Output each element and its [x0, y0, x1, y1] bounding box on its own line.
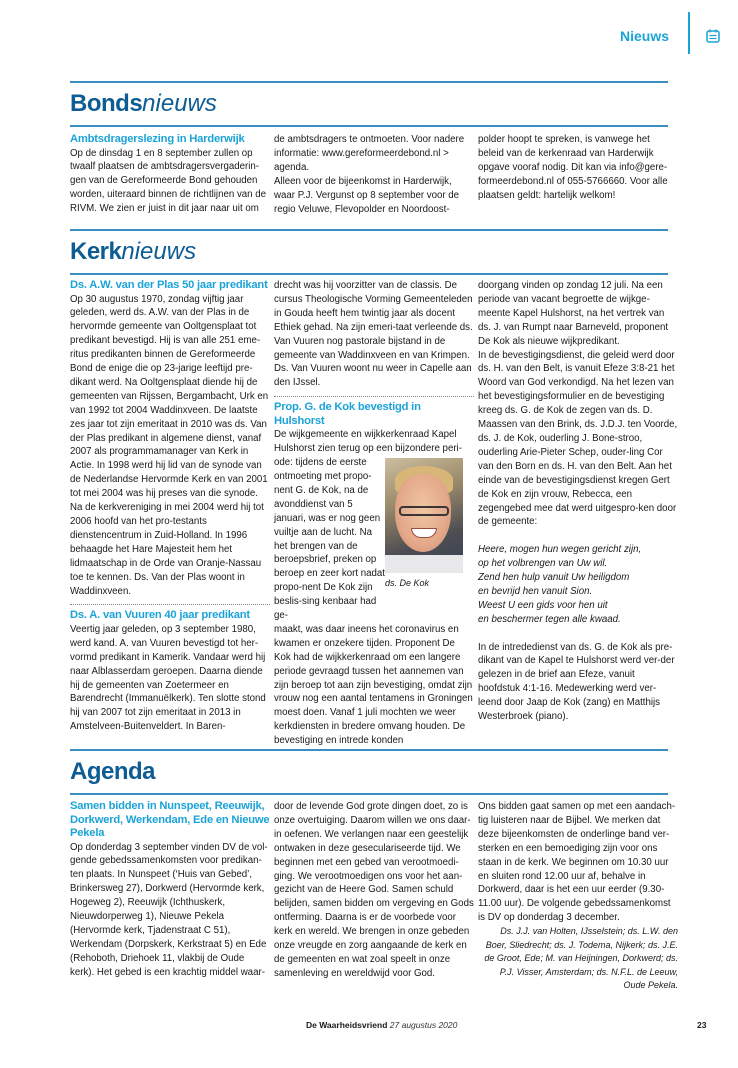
- bondsnieuws-column-3: [478, 133, 678, 203]
- article-body: Ons bidden gaat samen op met een aandach-tig luisteren naar de Bijbel. We merken dat deze bijeenkomsten de onderlinge band ver-sterken en een bemoediging zijn voor ons staan in de kerk. We beginnen om 10.30 uur en sluiten rond 12.00 uur af, behalve in Dorkwerd, daar is het een uur eerder (9.30-11.00 uur). De volgende gebedssamenkomst is DV op donderdag 3 december.: [478, 801, 676, 924]
- article-body: Op donderdag 3 september vinden DV de vol-gende gebedssamenkomsten voor predikan-ten plaats. In Nunspeet (‘Huis van Gebed’, Brinkersweg 27), Dorkwerd (Hervormde kerk, Hogeweg 2), Reeuwijk (Ichthuskerk, Nieuwdorperweg 1), Nieuwe Pekela (Hervormde kerk, Tjadenstraat C 51), Werkendam (Dorpskerk, Kerkstraat 5) en Ede (Rehoboth, Driehoek 11, vlakbij de Oude kerk). Het gebed is een krachtig middel waar-: [70, 841, 268, 978]
- header-divider: [688, 12, 690, 54]
- publication-name: De Waarheidsvriend: [306, 1020, 388, 1030]
- article-body: Op de dinsdag 1 en 8 september zullen op twaalf plaatsen de ambtsdragersvergaderin-gen van de Gereformeerde Bond gehouden worden, uiteraard binnen de richtlijnen van de RIVM. We zien er juist in dit jaar naar uit om: [70, 147, 267, 215]
- article-heading: Prop. G. de Kok bevestigd in Hulshorst: [274, 401, 421, 427]
- kerknieuws-column-3: [478, 279, 678, 724]
- page-number: 23: [697, 1020, 707, 1030]
- section-title: Bondsnieuws: [70, 90, 217, 117]
- bondsnieuws-column-2: [274, 133, 474, 216]
- photo-caption: ds. De Kok: [385, 578, 430, 588]
- article-body: In de bevestigingsdienst, die geleid werd door ds. H. van den Belt, is vanuit Efeze 3:8-21 het Woord van God verkondigd. Na het lezen van het bevestigingsformulier en de bevestiging kreeg ds. G. de Kok de zegen van ds. D. Maassen van den Brink, ds. J.D.J. ten Voorde, ds. J. de Kok, ouderling J. Bone-stroo, ouderling Arie-Pieter Schep, ouder-ling Cor van den Born en ds. H. van den Belt. Aan het einde van de bevestigingsdienst kregen Gert de Kok en zijn vrouw, Rebecca, een zegengebed mee dat werd uitgespro-ken door de gemeente:: [478, 349, 678, 528]
- article-body: Op 30 augustus 1970, zondag vijftig jaar geleden, werd ds. A.W. van der Plas in de hervormde gemeente van Ooltgensplaat tot predikant bevestigd. Hij is van alle 251 eme-ritus predikanten binnen de Gereformeerde Bond de enige die op 23-jarige leeftijd pre-dikant werd. Na Ooltgensplaat diende hij de gemeenten van Rijssen, Bergambacht, Urk en van 1992 tot 2004 Waddinxveen. De laatste zes jaar tot zijn emeritaat in 2010 was ds. Van der Plas predikant in algemene dienst, vanaf 2007 als programmamanager van Kerk in Actie. In 1998 werd hij lid van de synode van de Nederlandse Hervormde Kerk en van 2001 tot mei 2004 was hij preses van die synode. Na de kerkvereniging in mei 2004 werd hij tot 2006 hoofd van het pro-testants dienstencentrum in Zuid-Holland. In 1996 behaagde het Hare Majesteit hem het lidmaatschap in de Orde van Oranje-Nassau toe te kennen. Ds. Van der Plas woont in Waddinxveen.: [70, 293, 269, 597]
- calendar-icon: [705, 28, 721, 44]
- article-body: drecht was hij voorzitter van de classis. De cursus Theologische Vorming Gemeenteleden in Gouda heeft hem twintig jaar als docent Ethiek gehad. Na zijn emeri-taat verleende ds. Van Vuuren nog pastorale bijstand in de gemeente van Waddinxveen en van Krimpen. Ds. Van Vuuren woont nu weer in Capelle aan den IJssel.: [274, 280, 473, 389]
- agenda-column-1: [70, 800, 270, 980]
- section-header-bondsnieuws: [70, 81, 668, 127]
- poem-line: Zend hen hulp vanuit Uw heiligdom: [478, 572, 630, 584]
- article-body: polder hoopt te spreken, is vanwege het beleid van de kerkenraad van Harderwijk opgave vooraf nodig. Dit kan via info@gere-formeerdebond.nl of 055-5766660. Voor alle plaatsen geldt: hartelijk welkom!: [478, 134, 668, 201]
- article-body: Alleen voor de bijeenkomst in Harderwijk, waar P.J. Vergunst op 8 september voor de regio Veluwe, Flevopolder en Noordoost-: [274, 175, 460, 215]
- article-body: de ambtsdragers te ontmoeten. Voor nadere informatie: www.gereformeerdebond.nl > agenda.: [274, 134, 465, 173]
- section-header-agenda: [70, 749, 668, 795]
- article-body: Veertig jaar geleden, op 3 september 1980, werd kand. A. van Vuuren bevestigd tot her-vormd predikant in Kamerik. Vandaar werd hij naar Alblasserdam geroepen. Daarna diende hij de gemeenten van Zoetermeer en Barendrecht (Immanuëlkerk). Ten slotte stond hij van 2007 tot zijn emeritaat in 2013 in Amstelveen-Buitenveldert. In Baren-: [70, 623, 266, 733]
- footer: [306, 1020, 457, 1030]
- signature: Ds. J.J. van Holten, IJsselstein; ds. L.W. den Boer, Sliedrecht; ds. J. Todema, Nijkerk; ds. J.E. de Groot, Ede; M. van Heijningen, Dorkwerd; ds. P.J. Visser, Amsterdam; ds. N.F.L. de Leeuw, Oude Pekela.: [484, 926, 678, 991]
- kerknieuws-column-1: [70, 279, 270, 734]
- agenda-column-2: [274, 800, 474, 981]
- section-header-kerknieuws: [70, 229, 668, 275]
- portrait-photo: [385, 458, 463, 573]
- article-heading: Ds. A.W. van der Plas 50 jaar predikant: [70, 279, 268, 291]
- poem-line: Weest U een gids voor hen uit: [478, 599, 608, 611]
- poem-line: en beschermer tegen alle kwaad.: [478, 613, 621, 625]
- article-heading: Ds. A. van Vuuren 40 jaar predikant: [70, 609, 250, 622]
- poem-line: Heere, mogen hun wegen gericht zijn,: [478, 544, 642, 556]
- article-heading: Ambtsdragerslezing in Harderwijk: [70, 133, 245, 145]
- bondsnieuws-column-1: [70, 133, 270, 216]
- dotted-divider: [70, 604, 270, 605]
- section-title: Agenda: [70, 758, 156, 785]
- dotted-divider: [274, 396, 474, 397]
- agenda-column-3: [478, 800, 678, 993]
- article-body: In de intrededienst van ds. G. de Kok als pre-dikant van de Kapel te Hulshorst werd ver-der gelezen in de brief aan Efeze, vanuit hoofdstuk 4:1-16. Medewerking werd ver-leend door Jaap de Kok (zang) en Matthijs Westerbroek (piano).: [478, 641, 675, 723]
- publication-date: 27 augustus 2020: [389, 1020, 458, 1030]
- article-heading: Samen bidden in Nunspeet, Reeuwijk, Dorkwerd, Werkendam, Ede en Nieuwe Pekela: [70, 800, 270, 839]
- article-body: door de levende God grote dingen doet, zo is onze overtuiging. Daarom willen we ons daar-in oefenen. We verlangen naar een geestelijk ontwaken in deze geseculariseerde tijd. We beginnen met een gebed van verootmoedi-ging. We verootmoedigen ons voor het aan-gezicht van de Heere God. Samen schuld belijden, samen bidden om vergeving en Gods ontferming. Daarna is er de voorbede voor kerk en wereld. We brengen in onze gebeden onze vreugde en zorg aangaande de kerk en de gemeenten en wat zoal speelt in onze samenleving en wereldwijd voor God.: [274, 801, 474, 979]
- article-body: ontmoeting met propo-nent G. de Kok, na de avonddienst van 5 januari, was er nog geen vuiltje aan de lucht. Na het brengen van de beroepsbrief, preken op beroep en zeer kort nadat propo-nent De Kok zijn beslis-sing kenbaar had ge-: [274, 470, 385, 622]
- article-body: maakt, was daar ineens het coronavirus en kwamen er onzekere tijden. Proponent De Kok had de wijkkerkenraad om een langere periode gevraagd tussen het aannemen van zijn beroep tot aan zijn bevestiging, omdat zijn vrouw nog een aantal tentamens in Groningen moest doen. Vanaf 1 juli mochten we weer kerkdiensten in bredere omvang houden. De bevestiging en intrede konden: [274, 623, 473, 747]
- article-body: doorgang vinden op zondag 12 juli. Na een periode van vacant begroette de wijkge-meente Kapel Hulshorst, na het vertrek van ds. J. van Rumpt naar Barneveld, proponent De Kok als nieuwe wijkpredikant.: [478, 280, 669, 347]
- poem-line: en bevrijd hen vanuit Sion.: [478, 585, 593, 597]
- section-label: Nieuws: [620, 28, 670, 44]
- article-body: De wijkgemeente en wijkkerkenraad Kapel Hulshorst zien terug op een bijzondere peri-ode: tijdens de eerste: [274, 429, 462, 469]
- section-title: Kerknieuws: [70, 238, 197, 265]
- poem-line: op het volbrengen van Uw wil.: [478, 558, 608, 570]
